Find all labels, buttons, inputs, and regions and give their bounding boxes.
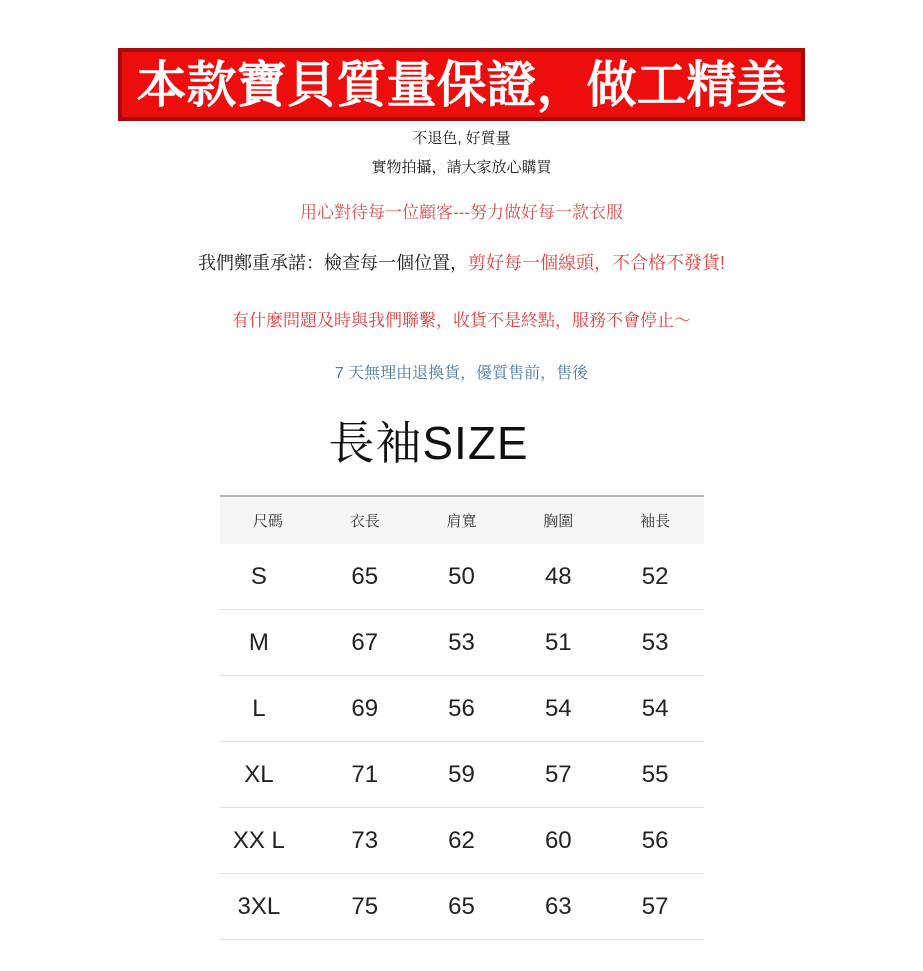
size-label: 3XL bbox=[237, 892, 281, 920]
product-description-page bbox=[0, 48, 923, 971]
size-label: L bbox=[252, 694, 266, 722]
measurement-value: 63 bbox=[544, 892, 572, 920]
promo-line-promise bbox=[0, 249, 923, 275]
measurement-value: 75 bbox=[351, 892, 379, 920]
table-row bbox=[220, 676, 704, 742]
size-table-header-row bbox=[220, 495, 704, 544]
table-row bbox=[220, 544, 704, 610]
size-label: M bbox=[248, 628, 269, 656]
measurement-value: 62 bbox=[448, 826, 475, 854]
measurement-value: 56 bbox=[448, 694, 475, 722]
size-label: XL bbox=[244, 760, 274, 788]
column-header-length: 衣長 bbox=[349, 513, 380, 530]
measurement-value: 51 bbox=[544, 628, 572, 656]
table-row bbox=[220, 874, 704, 940]
measurement-value: 55 bbox=[641, 760, 669, 788]
column-header-size: 尺碼 bbox=[252, 513, 283, 530]
measurement-value: 52 bbox=[641, 562, 669, 590]
column-header-sleeve: 袖長 bbox=[640, 513, 671, 530]
quality-banner bbox=[118, 48, 805, 121]
promise-red-text: 剪好每一個線頭，不合格不發貨! bbox=[468, 253, 725, 273]
measurement-value: 57 bbox=[544, 760, 572, 788]
column-header-shoulder: 肩寬 bbox=[446, 513, 477, 530]
measurement-value: 73 bbox=[351, 826, 379, 854]
table-row bbox=[220, 610, 704, 676]
promo-line-return-policy: 7 天無理由退換貨，優質售前，售後 bbox=[334, 365, 589, 382]
measurement-value: 54 bbox=[544, 694, 572, 722]
column-header-chest: 胸圍 bbox=[543, 513, 574, 530]
measurement-value: 56 bbox=[641, 826, 669, 854]
table-row bbox=[220, 808, 704, 874]
size-label: S bbox=[250, 562, 267, 590]
measurement-value: 60 bbox=[544, 826, 572, 854]
size-chart-title: 長袖SIZE bbox=[328, 417, 529, 469]
promo-line-customer-care: 用心對待每一位顧客---努力做好每一款衣服 bbox=[300, 203, 623, 222]
measurement-value: 53 bbox=[448, 628, 475, 656]
measurement-value: 57 bbox=[641, 892, 669, 920]
measurement-value: 53 bbox=[641, 628, 669, 656]
measurement-value: 48 bbox=[544, 562, 572, 590]
promo-line-service: 有什麼問題及時與我們聯繫，收貨不是終點，服務不會停止～ bbox=[232, 311, 691, 330]
table-row bbox=[220, 742, 704, 808]
measurement-value: 67 bbox=[351, 628, 379, 656]
promo-line-no-fade: 不退色, 好質量 bbox=[412, 130, 511, 147]
size-table bbox=[220, 495, 704, 940]
promo-line-real-photos: 實物拍攝，請大家放心購買 bbox=[371, 159, 552, 176]
size-label: XX L bbox=[232, 826, 285, 854]
quality-banner-title: 本款寶貝質量保證，做工精美 bbox=[136, 56, 787, 113]
measurement-value: 69 bbox=[351, 694, 379, 722]
measurement-value: 50 bbox=[448, 562, 475, 590]
promise-black-text: 我們鄭重承諾：檢查每一個位置， bbox=[198, 253, 468, 273]
measurement-value: 65 bbox=[351, 562, 379, 590]
size-table-body bbox=[220, 544, 704, 940]
measurement-value: 65 bbox=[448, 892, 475, 920]
measurement-value: 71 bbox=[351, 760, 379, 788]
measurement-value: 54 bbox=[641, 694, 669, 722]
measurement-value: 59 bbox=[448, 760, 475, 788]
